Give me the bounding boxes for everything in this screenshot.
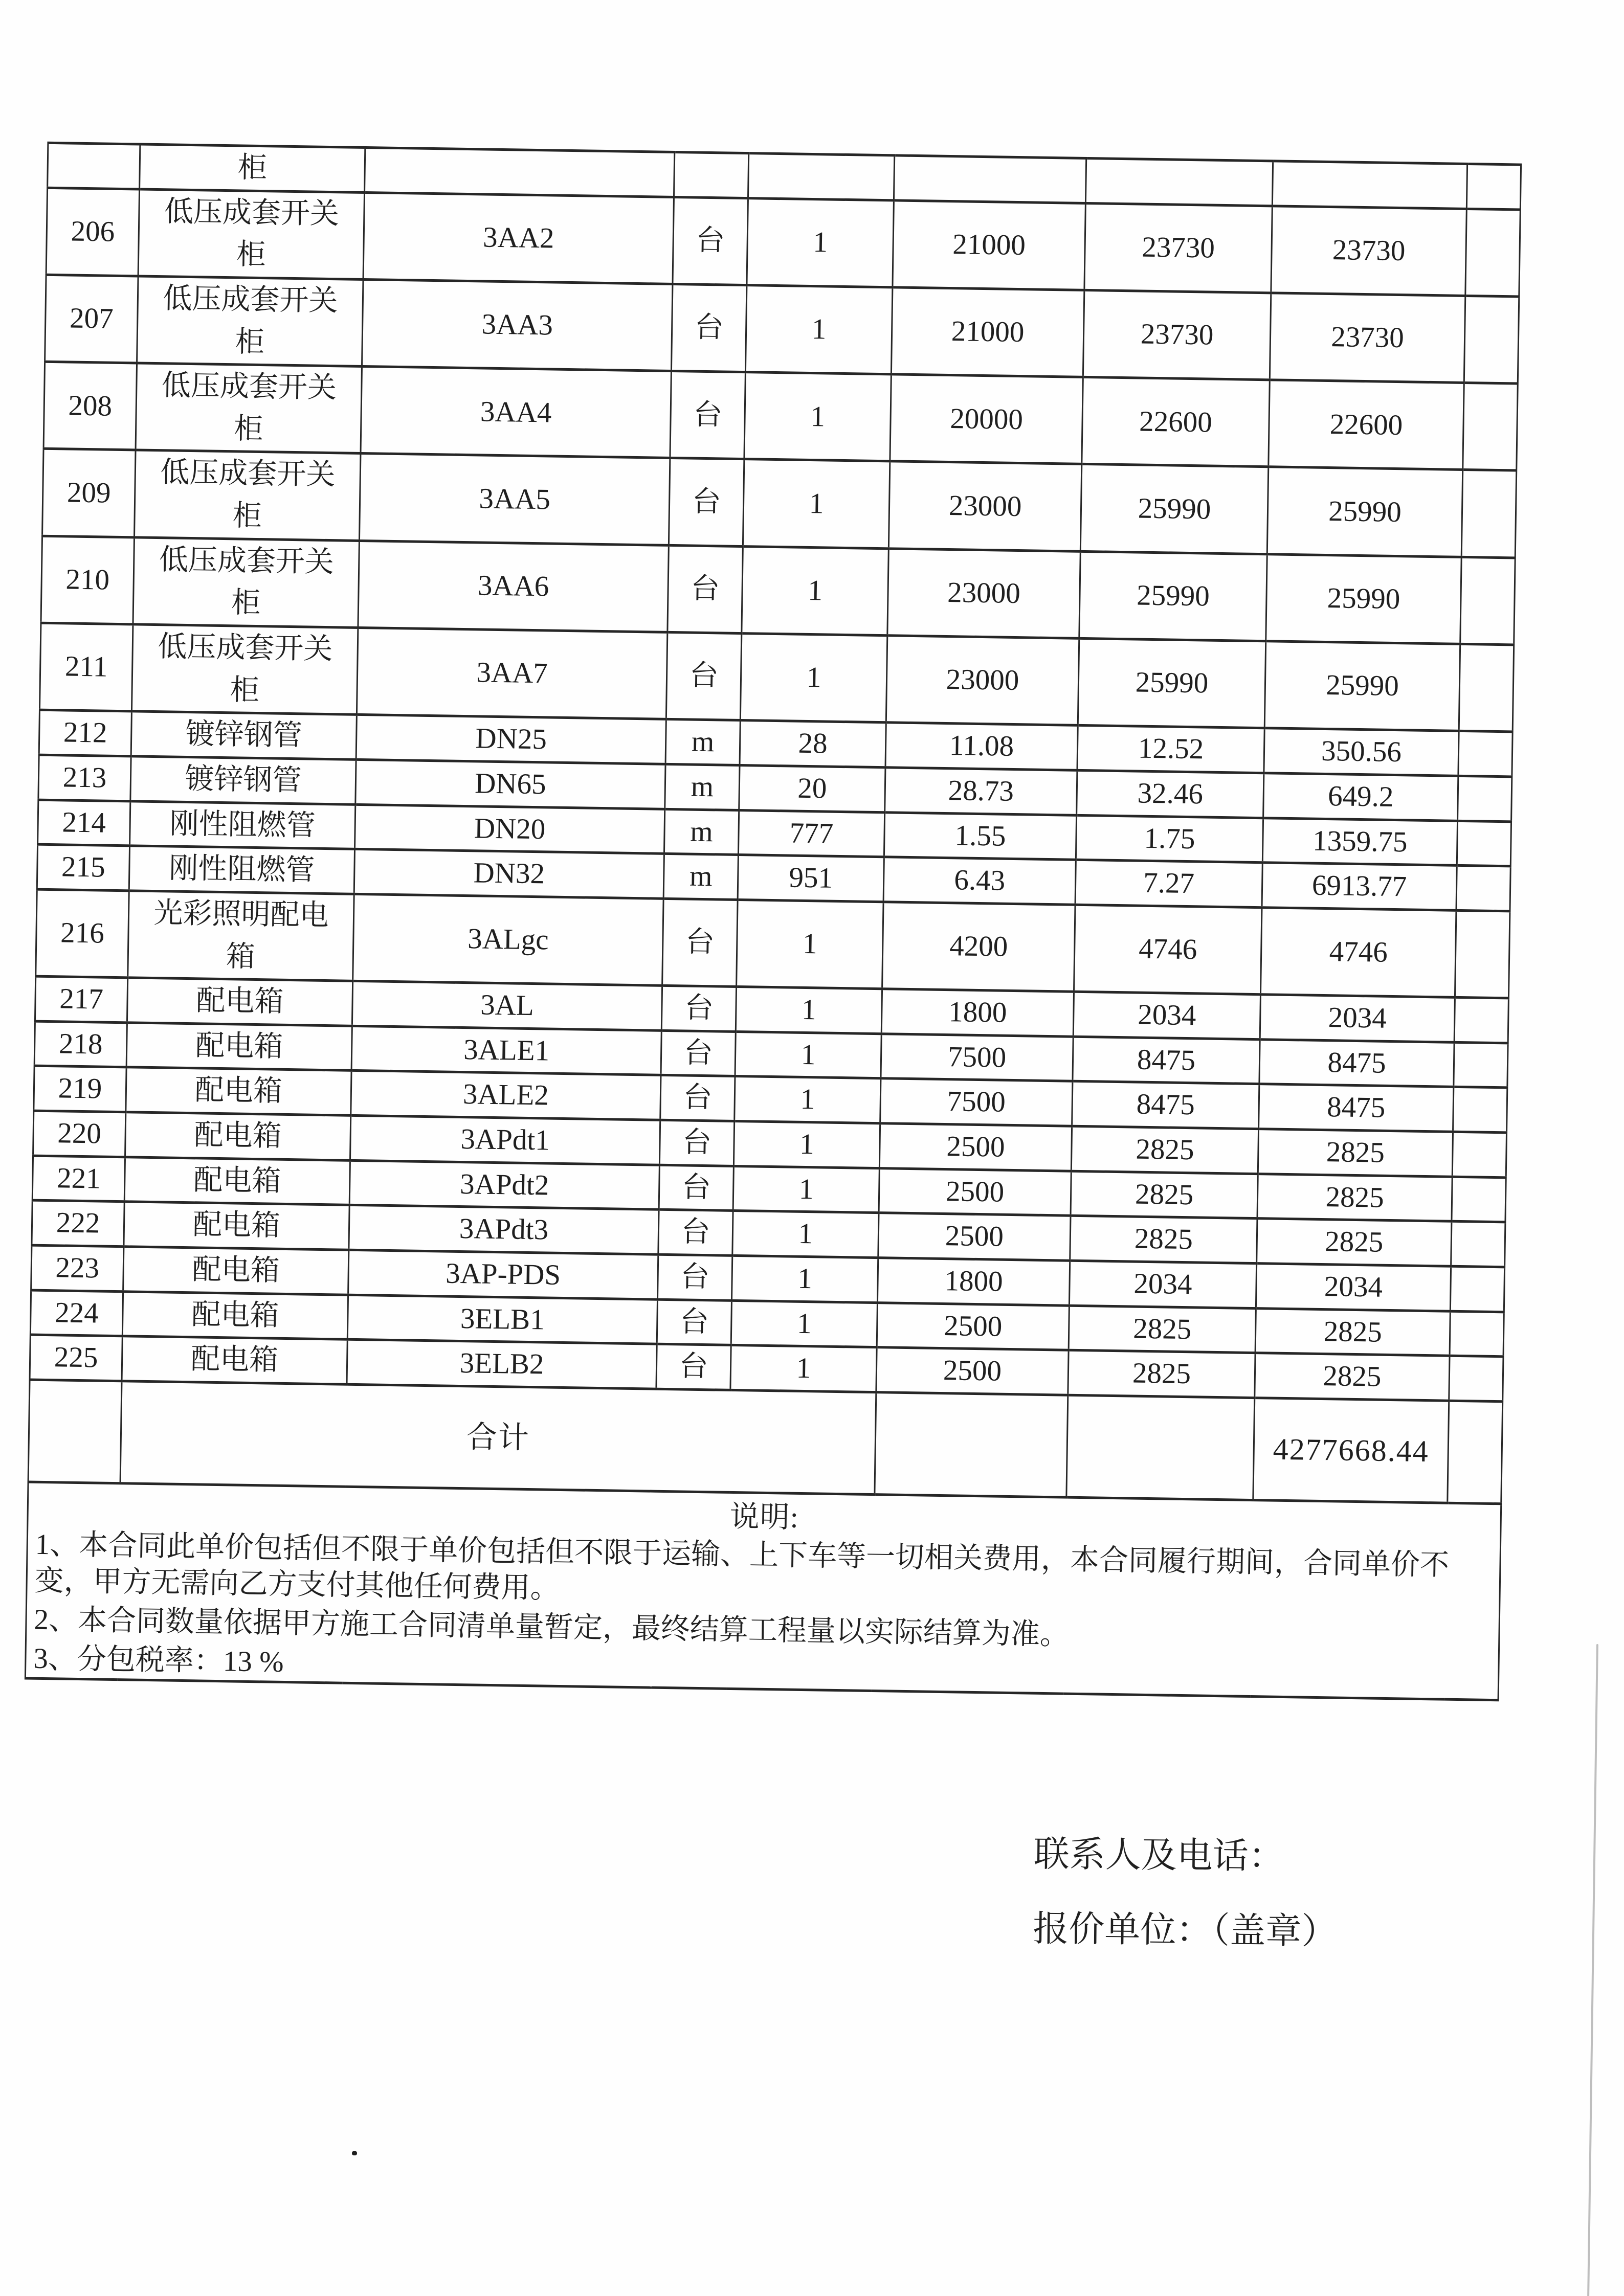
notes-heading: 说明:	[729, 1499, 799, 1534]
table-cell: 2500	[879, 1123, 1072, 1171]
table-cell: DN25	[356, 715, 666, 764]
table-cell: 224	[30, 1290, 123, 1336]
table-cell: 8475	[1072, 1082, 1259, 1129]
table-cell: 7.27	[1075, 860, 1262, 908]
table-cell: 台	[661, 985, 736, 1031]
table-cell: DN20	[355, 804, 665, 854]
table-cell: 1.55	[884, 812, 1076, 860]
table-cell: 4277668.44	[1253, 1398, 1449, 1503]
table-cell: 8475	[1259, 1039, 1454, 1087]
table-cell: 2825	[1071, 1171, 1258, 1219]
table-cell: 1	[731, 1300, 877, 1347]
table-cell: 2034	[1073, 992, 1260, 1039]
table-cell: 23000	[887, 549, 1080, 639]
scan-speck	[352, 2151, 357, 2155]
table-cell: 镀锌钢管	[131, 711, 357, 759]
table-cell: 23000	[886, 636, 1079, 726]
table-cell: 11.08	[885, 723, 1078, 770]
table-cell: 配电箱	[124, 1157, 350, 1205]
table-cell: 2500	[879, 1168, 1071, 1215]
table-cell: 3ELB2	[347, 1340, 657, 1389]
table-cell: 配电箱	[124, 1202, 349, 1250]
table-cell: 3AP-PDS	[348, 1250, 658, 1299]
table-cell: m	[664, 809, 739, 855]
table-wrap	[25, 142, 1520, 1701]
table-cell: 23730	[1084, 203, 1272, 293]
table-cell: 配电箱	[125, 1112, 351, 1160]
table-cell: 3AA2	[363, 192, 674, 284]
table-cell: 22600	[1269, 380, 1464, 470]
table-cell: 2034	[1256, 1264, 1451, 1311]
table-cell	[1452, 1177, 1506, 1222]
table-cell: 2825	[1257, 1174, 1452, 1221]
table-cell: 25990	[1079, 551, 1267, 641]
table-cell: 台	[669, 458, 744, 546]
table-cell	[1272, 161, 1467, 209]
table-cell: 21000	[891, 287, 1084, 377]
table-cell: 低压成套开关柜	[136, 363, 362, 454]
table-cell: 台	[662, 898, 738, 986]
table-cell: 4746	[1260, 908, 1456, 998]
table-cell: 8475	[1073, 1037, 1260, 1084]
table-cell: 222	[32, 1200, 124, 1246]
table-cell: 柜	[140, 144, 365, 192]
table-cell: 7500	[881, 1034, 1073, 1082]
table-cell: 台	[657, 1299, 731, 1345]
note-item: 3、分包税率：13 %	[33, 1642, 284, 1678]
table-cell	[365, 148, 675, 197]
table-cell: 1	[731, 1255, 878, 1302]
table-cell: 216	[36, 889, 129, 978]
table-cell: 1	[743, 459, 889, 548]
table-cell: 1.75	[1076, 815, 1263, 863]
table-cell: 台	[660, 1075, 735, 1121]
table-cell: 20000	[890, 374, 1083, 464]
table-cell	[674, 152, 748, 198]
table-cell: 4746	[1074, 905, 1262, 995]
table-cell: 2034	[1260, 995, 1455, 1042]
table-cell: 低压成套开关柜	[131, 624, 358, 715]
table-cell: 22600	[1082, 377, 1270, 467]
table-cell	[894, 155, 1086, 203]
table-cell: 刚性阻燃管	[129, 846, 354, 894]
notes-cell	[25, 1482, 1501, 1700]
table-cell: 214	[38, 800, 130, 846]
table-cell: 2825	[1070, 1216, 1257, 1264]
table-cell: 217	[35, 976, 127, 1022]
table-cell: 台	[661, 1030, 736, 1076]
table-cell: 3ALE1	[351, 1026, 661, 1075]
table-cell	[1452, 1132, 1506, 1177]
table-cell: 225	[30, 1335, 122, 1381]
quote-unit-label: 报价单位：（盖章）	[1032, 1909, 1338, 1952]
table-cell	[1450, 1311, 1504, 1357]
table-cell: 1	[737, 899, 883, 988]
table-cell	[1450, 1266, 1504, 1312]
table-cell: 1	[740, 634, 887, 723]
table-cell: 209	[42, 449, 136, 537]
table-cell	[1448, 1401, 1503, 1504]
table-cell: 215	[37, 844, 129, 890]
table-cell: 221	[32, 1156, 125, 1202]
table-cell: 1	[733, 1166, 879, 1213]
table-cell: 2500	[876, 1347, 1069, 1395]
table-cell	[1464, 296, 1519, 384]
table-cell: 25990	[1266, 554, 1461, 644]
table-cell	[1453, 1087, 1507, 1133]
contact-block	[1033, 1833, 1545, 1956]
table-cell: 1	[735, 1031, 881, 1078]
table-cell: 低压成套开关柜	[138, 189, 364, 280]
table-cell: 3AL	[352, 981, 662, 1031]
note-item: 2、本合同数量依据甲方施工合同清单量暂定，最终结算工程量以实际结算为准。	[34, 1603, 1070, 1651]
table-cell: 219	[34, 1066, 126, 1112]
table-cell: 23730	[1270, 293, 1465, 383]
table-cell	[1459, 644, 1514, 732]
table-cell: 777	[738, 810, 884, 857]
table-cell: 3APdt2	[349, 1160, 659, 1210]
table-cell: 配电箱	[126, 1067, 351, 1115]
table-cell: 3AA7	[357, 627, 667, 719]
table-cell: 25990	[1080, 464, 1268, 554]
table-cell: 台	[671, 284, 747, 372]
table-cell: 刚性阻燃管	[130, 801, 355, 849]
table-cell	[1451, 1222, 1505, 1267]
table-cell: 2825	[1255, 1308, 1450, 1356]
table-cell	[1456, 866, 1510, 911]
table-cell: 台	[659, 1165, 733, 1211]
table-cell: 台	[673, 197, 748, 285]
table-cell: 2034	[1069, 1260, 1256, 1308]
table-cell	[1460, 557, 1516, 645]
table-cell: m	[663, 854, 738, 900]
table-cell: 206	[46, 188, 140, 276]
table-cell: 3ALE2	[351, 1071, 661, 1120]
table-cell: 6.43	[883, 857, 1076, 905]
table-cell: 23000	[888, 461, 1081, 551]
table-cell: 1	[730, 1345, 877, 1392]
table-cell: 台	[659, 1120, 734, 1166]
table-cell: 2825	[1257, 1219, 1452, 1266]
table-cell: 台	[658, 1210, 733, 1256]
table-cell: 25990	[1267, 467, 1462, 557]
table-cell: 台	[656, 1344, 731, 1390]
table-cell: 3APdt3	[349, 1205, 659, 1255]
table-cell: m	[665, 764, 740, 810]
table-cell: 台	[658, 1254, 732, 1300]
table-cell: 1	[733, 1121, 880, 1168]
table-cell: 212	[39, 710, 131, 756]
table-cell: 3ELB1	[347, 1295, 657, 1344]
table-cell: 1	[747, 198, 894, 287]
table-cell: 2825	[1068, 1350, 1255, 1398]
table-cell: 3AA5	[359, 454, 670, 545]
table-cell: 23730	[1083, 290, 1271, 380]
table-cell: 2825	[1069, 1305, 1256, 1353]
table-cell	[1454, 1042, 1508, 1088]
table-cell: 1800	[877, 1258, 1070, 1305]
table-cell: 207	[45, 275, 139, 363]
table-cell	[748, 153, 894, 200]
table-cell	[28, 1380, 122, 1483]
table-cell: 3AA3	[362, 279, 673, 371]
table-cell: 2500	[877, 1302, 1069, 1350]
table-cell: 低压成套开关柜	[135, 450, 361, 541]
table-cell: 20	[739, 765, 885, 812]
table-cell: 3ALgc	[353, 894, 663, 985]
table-cell	[48, 143, 140, 189]
table-cell: 649.2	[1263, 773, 1458, 821]
quotation-table	[25, 142, 1522, 1701]
table-cell: 211	[39, 623, 133, 711]
table-cell: 2825	[1255, 1353, 1450, 1401]
table-cell: 28.73	[885, 768, 1077, 815]
table-cell: 25990	[1264, 641, 1460, 731]
table-cell: 1	[742, 546, 888, 635]
table-cell	[1465, 209, 1521, 297]
table-cell: 镀锌钢管	[130, 756, 356, 804]
table-cell	[1458, 776, 1512, 821]
table-cell: 6913.77	[1262, 863, 1457, 910]
table-cell: 低压成套开关柜	[133, 537, 359, 628]
table-cell: 合计	[120, 1381, 876, 1495]
table-cell: 208	[43, 362, 137, 450]
table-cell: 1	[735, 1076, 881, 1123]
table-cell: 台	[666, 632, 742, 720]
table-cell: 配电箱	[126, 1023, 352, 1071]
table-cell	[875, 1392, 1068, 1498]
scan-edge-line	[1587, 1644, 1598, 2296]
table-cell: 12.52	[1077, 726, 1264, 773]
table-cell: 1	[744, 372, 891, 461]
table-cell: 4200	[882, 902, 1075, 992]
table-cell: 2825	[1258, 1129, 1453, 1177]
table-cell: 350.56	[1264, 728, 1459, 776]
table-cell	[1463, 383, 1518, 471]
table-cell: 配电箱	[127, 978, 352, 1026]
table-cell: 210	[41, 536, 135, 624]
contact-phone-label: 联系人及电话：	[1033, 1835, 1285, 1877]
table-cell: 28	[740, 721, 886, 768]
table-cell: 低压成套开关柜	[137, 276, 363, 367]
table-cell	[1066, 1395, 1255, 1500]
table-cell: 8475	[1259, 1084, 1454, 1132]
table-cell: 23730	[1271, 206, 1466, 296]
table-cell: m	[665, 719, 740, 766]
table-cell	[1449, 1356, 1503, 1402]
table-cell: 32.46	[1077, 770, 1264, 818]
table-cell: 220	[33, 1111, 126, 1157]
table-cell: DN65	[355, 759, 665, 809]
table-cell: 配电箱	[122, 1336, 347, 1384]
table-cell: 配电箱	[122, 1291, 348, 1339]
table-cell: 1800	[881, 989, 1074, 1037]
table-cell	[1455, 910, 1510, 998]
table-cell: 2500	[878, 1213, 1071, 1260]
table-cell: 光彩照明配电箱	[128, 891, 354, 981]
note-item: 1、本合同此单价包括但不限于单价包括但不限于运输、上下车等一切相关费用，本合同履行期间，合同单价不变，甲方无需向乙方支付其他任何费用。	[34, 1528, 1450, 1605]
table-cell	[1466, 164, 1521, 209]
table-cell	[1454, 997, 1508, 1043]
table-cell: 配电箱	[123, 1247, 349, 1295]
table-cell: 台	[670, 371, 746, 459]
table-cell: 1	[736, 987, 882, 1034]
table-cell: 2825	[1071, 1126, 1258, 1174]
table-cell: 21000	[893, 200, 1085, 290]
table-cell: 213	[38, 755, 131, 801]
table-cell: 1	[732, 1211, 879, 1258]
table-cell: 218	[34, 1021, 127, 1067]
table-cell	[1458, 731, 1512, 777]
table-cell	[1457, 821, 1511, 866]
table-cell: 台	[668, 545, 743, 633]
table-cell: DN32	[354, 849, 664, 899]
table-cell: 1359.75	[1262, 818, 1457, 865]
table-cell: 223	[31, 1245, 124, 1291]
table-cell: 951	[738, 855, 884, 902]
table-cell: 1	[745, 285, 892, 374]
notes-row	[25, 1482, 1501, 1700]
table-cell: 3APdt1	[350, 1115, 660, 1165]
table-cell: 25990	[1078, 638, 1265, 728]
table-cell: 3AA4	[361, 367, 671, 458]
table-cell: 3AA6	[358, 541, 669, 632]
table-cell	[1085, 158, 1273, 206]
table-cell	[1461, 470, 1517, 558]
table-cell: 7500	[880, 1078, 1073, 1126]
